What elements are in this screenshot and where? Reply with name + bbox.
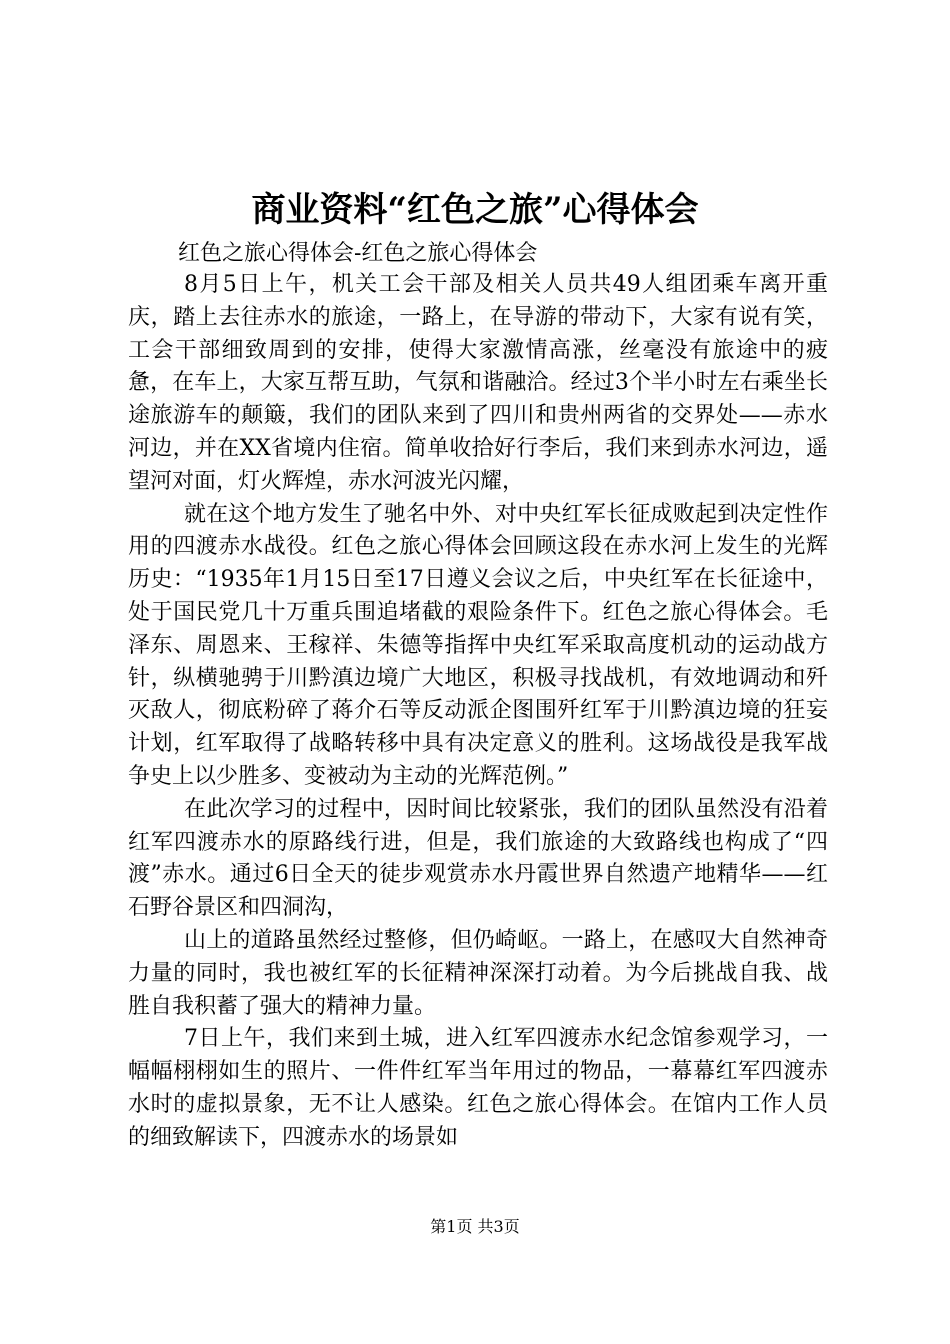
page-footer: 第1页 共3页 <box>430 1217 520 1236</box>
paragraph-1: 8月5日上午，机关工会干部及相关人员共49人组团乘车离开重庆，踏上去往赤水的旅途，一路上，在导游的带动下，大家有说有笑，工会干部细致周到的安排，使得大家激情高涨，丝毫没有旅途中的疲惫，在车上，大家互帮互助，气氛和谐融洽。经过3个半小时左右乘坐长途旅游车的颠簸，我们的团队来到了四川和贵州两省的交界处——赤水河边，并在XX省境内住宿。简单收拾好行李后，我们来到赤水河边，遥望河对面，灯火辉煌，赤水河波光闪耀， <box>128 272 828 494</box>
paragraph-3: 在此次学习的过程中，因时间比较紧张，我们的团队虽然没有沿着红军四渡赤水的原路线行进，但是，我们旅途的大致路线也构成了“四渡”赤水。通过6日全天的徒步观赏赤水丹霞世界自然遗产地精华——红石野谷景区和四洞沟， <box>128 796 828 921</box>
document-subtitle: 红色之旅心得体会-红色之旅心得体会 <box>178 241 538 266</box>
paragraph-5: 7日上午，我们来到土城，进入红军四渡赤水纪念馆参观学习，一幅幅栩栩如生的照片、一件件红军当年用过的物品，一幕幕红军四渡赤水时的虚拟景象，无不让人感染。红色之旅心得体会。在馆内工作人员的细致解读下，四渡赤水的场景如 <box>128 1026 828 1150</box>
paragraph-2: 就在这个地方发生了驰名中外、对中央红军长征成败起到决定性作用的四渡赤水战役。红色之旅心得体会回顾这段在赤水河上发生的光辉历史：“1935年1月15日至17日遵义会议之后，中央红军在长征途中，处于国民党几十万重兵围追堵截的艰险条件下。红色之旅心得体会。毛泽东、周恩来、王稼祥、朱德等指挥中央红军采取高度机动的运动战方针，纵横驰骋于川黔滇边境广大地区，积极寻找战机，有效地调动和歼灭敌人，彻底粉碎了蒋介石等反动派企图围歼红军于川黔滇边境的狂妄计划，红军取得了战略转移中具有决定意义的胜利。这场战役是我军战争史上以少胜多、变被动为主动的光辉范例。” <box>128 501 828 789</box>
paragraph-4: 山上的道路虽然经过整修，但仍崎岖。一路上，在感叹大自然神奇力量的同时，我也被红军的长征精神深深打动着。为今后挑战自我、战胜自我积蓄了强大的精神力量。 <box>128 927 828 1019</box>
document-title: 商业资料“红色之旅”心得体会 <box>251 190 699 230</box>
document-body <box>128 238 828 1155</box>
